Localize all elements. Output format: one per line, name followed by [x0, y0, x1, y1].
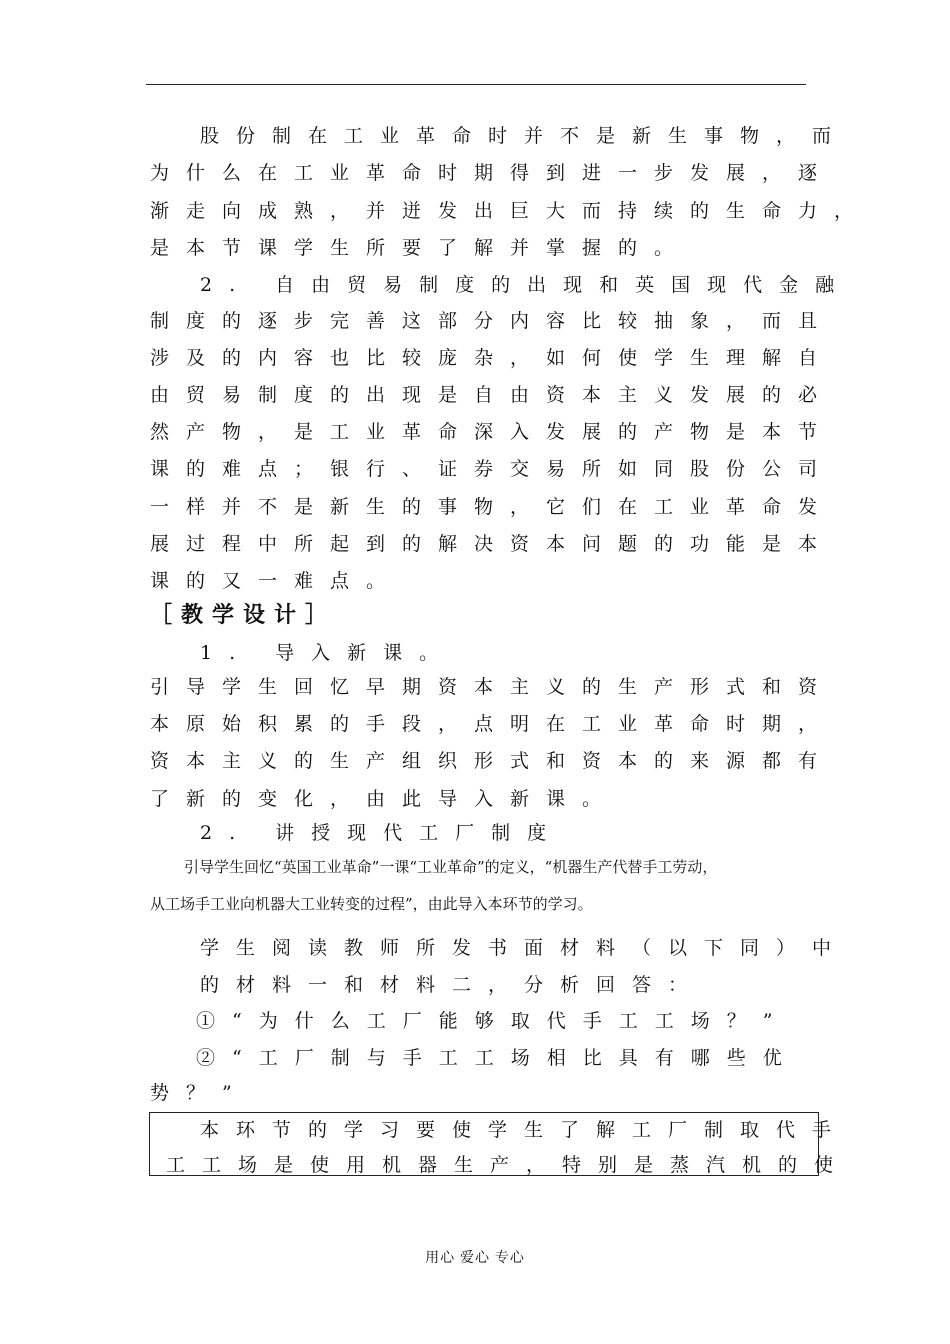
text-line: 渐走向成熟，并迸发出巨大而持续的生命力，	[150, 200, 871, 222]
text-line: 制度的逐步完善这部分内容比较抽象，而且	[150, 310, 835, 332]
boxed-text-line: 本环节的学习要使学生了解工厂制取代手	[200, 1119, 849, 1141]
text-line: 本原始积累的手段，点明在工业革命时期，	[150, 713, 835, 735]
text-line: 课的又一难点。	[150, 570, 403, 592]
text-line: 资本主义的生产组织形式和资本的来源都有	[150, 750, 835, 772]
text-line: 股份制在工业革命时并不是新生事物，而	[200, 125, 849, 147]
text-line: 展过程中所起到的解决资本问题的功能是本	[150, 533, 835, 555]
text-line: 涉及的内容也比较庞杂，如何使学生理解自	[150, 347, 835, 369]
text-line: 然产物，是工业革命深入发展的产物是本节	[150, 421, 835, 443]
text-line: 课的难点；银行、证券交易所如同股份公司	[150, 458, 835, 480]
text-line: 学生阅读教师所发书面材料（以下同）中	[200, 937, 849, 959]
small-text-line: 从工场手工业向机器大工业转变的过程”，由此导入本环节的学习。	[150, 895, 593, 913]
boxed-text-line: 工工场是使用机器生产，特别是蒸汽机的使	[166, 1154, 851, 1176]
text-line: 2. 讲授现代工厂制度	[200, 822, 564, 844]
text-line: 1. 导入新课。	[200, 642, 456, 664]
text-line: 是本节课学生所要了解并掌握的。	[150, 237, 691, 259]
section-heading: ［教学设计］	[150, 602, 337, 628]
page-footer: 用心 爱心 专心	[425, 1249, 525, 1265]
text-line: 一样并不是新生的事物，它们在工业革命发	[150, 496, 835, 518]
question-line: 势？”	[150, 1082, 249, 1104]
text-line: 由贸易制度的出现是自由资本主义发展的必	[150, 384, 835, 406]
text-line: 引导学生回忆早期资本主义的生产形式和资	[150, 676, 835, 698]
text-line: 为什么在工业革命时期得到进一步发展，逐	[150, 162, 835, 184]
text-line: 的材料一和材料二，分析回答：	[200, 974, 705, 996]
small-text-line: 引导学生回忆“英国工业革命”一课“工业革命”的定义，“机器生产代替手工劳动，	[184, 858, 718, 876]
question-line: ②“工厂制与手工工场相比具有哪些优	[196, 1047, 799, 1069]
text-line: 2. 自由贸易制度的出现和英国现代金融	[200, 274, 852, 296]
header-rule	[146, 84, 806, 85]
text-line: 了新的变化，由此导入新课。	[150, 788, 619, 810]
question-line: ①“为什么工厂能够取代手工工场？”	[196, 1010, 790, 1032]
boxed-note	[149, 1112, 851, 1176]
